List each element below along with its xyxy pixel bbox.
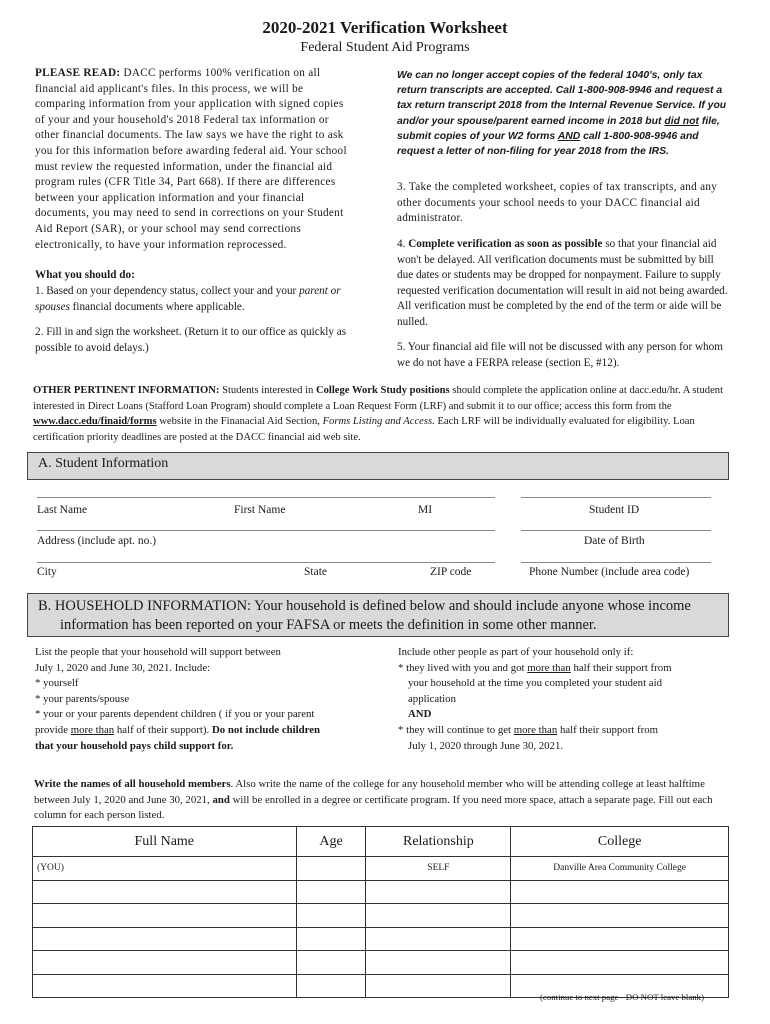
address-label: Address (include apt. no.): [37, 535, 157, 547]
step-4: [397, 237, 731, 331]
state-label: State: [304, 566, 327, 578]
what-you-should-do-heading: What you should do:: [35, 269, 135, 281]
household-other-people-list: [398, 645, 732, 754]
section-b-header: [27, 593, 729, 637]
please-read-paragraph: [35, 66, 355, 253]
other-line-2-a: * they lived with you and got: [398, 661, 525, 674]
step-4-bold: Complete verification as soon as possible: [408, 238, 603, 250]
include-line-7: that your household pays child support for.: [35, 739, 234, 752]
include-line-6-underline: more than: [70, 723, 115, 736]
phone-label: Phone Number (include area code): [529, 566, 690, 578]
student-id-line[interactable]: [521, 497, 711, 498]
section-b-title-line-1: B. HOUSEHOLD INFORMATION: Your household is defined below and should include anyone whose income: [38, 598, 691, 614]
include-line-1: List the people that your household will support between: [35, 646, 281, 658]
age-cell[interactable]: [296, 927, 366, 951]
step-2: 2. Fill in and sign the worksheet. (Return it to our office as quickly as possible to avoid delays.): [35, 326, 347, 354]
relationship-cell[interactable]: SELF: [366, 857, 511, 881]
include-line-6-bold: Do not include children: [211, 723, 321, 736]
zip-label: ZIP code: [430, 566, 472, 578]
other-info-label: OTHER PERTINENT INFORMATION:: [33, 385, 220, 396]
page-subtitle: Federal Student Aid Programs: [300, 40, 470, 55]
other-line-6-a: * they will continue to get: [398, 723, 512, 736]
include-line-5: * your or your parents dependent children ( if you or your parent: [35, 708, 315, 721]
include-line-6: [35, 723, 385, 739]
college-cell[interactable]: [511, 904, 729, 928]
other-info-text-1: Students interested in: [222, 385, 314, 396]
page-title: 2020-2021 Verification Worksheet: [262, 18, 508, 37]
city-label: City: [37, 566, 57, 578]
write-names-bold: Write the names of all household members: [34, 778, 231, 790]
dob-label: Date of Birth: [584, 535, 645, 547]
other-info-text-2: should complete the application online at dacc.edu/hr. A student interested in Direct Loans (Stafford Loan Program) should complete a Loan Request Form (LRF) and submit it to our office; access this form from the: [33, 385, 724, 412]
table-row: [33, 927, 729, 951]
include-line-4: * your parents/spouse: [35, 692, 130, 705]
relationship-cell[interactable]: [366, 880, 511, 904]
relationship-cell[interactable]: [366, 927, 511, 951]
full-name-cell[interactable]: [33, 974, 297, 998]
step-5: 5. Your financial aid file will not be discussed with any person for whom we do not have a FERPA release (section E, #12).: [397, 341, 723, 369]
step-1: [35, 284, 355, 315]
include-line-3: * yourself: [35, 677, 79, 690]
phone-line[interactable]: [521, 562, 711, 563]
full-name-cell[interactable]: [33, 951, 297, 975]
write-names-and: and: [212, 793, 230, 806]
last-name-label: Last Name: [37, 504, 88, 516]
household-include-list: [35, 645, 385, 754]
college-cell[interactable]: [511, 927, 729, 951]
step-1-prefix: 1. Based on your dependency status, collect your and your: [35, 285, 297, 297]
other-line-6-b: half their support from: [559, 723, 658, 736]
table-row: [33, 880, 729, 904]
table-header-row: [33, 827, 729, 857]
age-cell[interactable]: [296, 951, 366, 975]
write-names-text-1: . Also write the name of the college for any household member who will be attending college at least halftime between July 1, 2020 and June 30, 2021,: [34, 778, 705, 806]
college-cell[interactable]: [511, 880, 729, 904]
irs-notice-did-not: did not: [664, 115, 699, 127]
age-cell[interactable]: [296, 974, 366, 998]
table-row: [33, 951, 729, 975]
full-name-cell[interactable]: [33, 880, 297, 904]
irs-notice-part-c: call 1-800-908-9946 and request a letter of non-filing for year 2018 from the IRS.: [397, 130, 699, 158]
section-b-title-line-2: information has been reported on your FAFSA or meets the definition in some other manner.: [60, 617, 597, 633]
college-cell[interactable]: Danville Area Community College: [511, 857, 729, 881]
age-cell[interactable]: [296, 857, 366, 881]
relationship-cell[interactable]: [366, 904, 511, 928]
irs-notice-part-b: file, submit copies of your W2 forms: [397, 115, 720, 142]
irs-notice: [397, 68, 731, 159]
address-line[interactable]: [37, 530, 495, 531]
include-line-2: July 1, 2020 and June 30, 2021. Include:: [35, 661, 211, 674]
college-header: College: [511, 827, 729, 857]
other-info-text-3: website in the Finanacial Aid Section,: [159, 416, 320, 428]
step-1-italic: parent or spouses: [35, 285, 341, 313]
first-name-label: First Name: [234, 504, 286, 516]
full-name-cell[interactable]: [33, 927, 297, 951]
continue-note: (continue to next page - DO NOT leave blank): [540, 992, 704, 1002]
table-row: [33, 904, 729, 928]
age-cell[interactable]: [296, 904, 366, 928]
irs-notice-part-a: We can no longer accept copies of the federal 1040's, only tax return transcripts are accepted. Call 1-800-908-9946 and request a tax return transcript 2018 from the Internal Revenue Service. If you and/or your spouse/parent earned income in 2018 but: [397, 70, 727, 127]
household-instructions: [34, 777, 734, 824]
step-3: 3. Take the completed worksheet, copies of tax transcripts, and any other documents your school needs to your DACC financial aid administrator.: [397, 181, 718, 225]
section-a-header: A. Student Information: [27, 452, 729, 480]
other-line-and: AND: [408, 708, 432, 721]
age-cell[interactable]: [296, 880, 366, 904]
full-name-cell[interactable]: (YOU): [33, 857, 297, 881]
household-members-table: [32, 826, 729, 998]
city-state-zip-line[interactable]: [37, 562, 495, 563]
table-row: [33, 857, 729, 881]
other-line-1: Include other people as part of your household only if:: [398, 646, 634, 658]
forms-link[interactable]: www.dacc.edu/finaid/forms: [33, 416, 157, 428]
step-1-suffix: financial documents where applicable.: [72, 300, 245, 313]
student-id-label: Student ID: [589, 504, 640, 516]
relationship-cell[interactable]: [366, 951, 511, 975]
write-names-text-2: will be enrolled in a degree or certificate program. If you need more space, attach a separate page. Fill out each column for each person listed.: [34, 793, 713, 822]
other-line-6: [398, 723, 732, 739]
other-line-2: [398, 661, 732, 677]
other-info-text-4: . Each LRF will be individually evaluated for eligibility. Loan certification priority deadlines are posted at the DACC financial aid web site.: [33, 416, 695, 443]
college-work-study-text: College Work Study positions: [315, 385, 450, 396]
other-line-7: July 1, 2020 through June 30, 2021.: [408, 739, 564, 752]
step-4-prefix: 4.: [397, 238, 406, 250]
full-name-cell[interactable]: [33, 904, 297, 928]
other-pertinent-information: [33, 383, 733, 445]
full-name-header: Full Name: [33, 827, 297, 857]
include-line-6-a: provide: [35, 723, 68, 736]
other-line-6-underline: more than: [513, 723, 558, 736]
please-read-text: DACC performs 100% verification on all financial aid applicant's files. In this process, we will be comparing information from your application with signed copies of your and your household's 2018 Federal tax information or other financial documents. The law says we have the right to ask you for this information before awarding federal aid. Your school must review the requested information, under the financial aid program rules (CFR Title 34, Part 668). If there are differences between your application information and your financial documents, you may need to send in corrections on your Student Aid Report (SAR), or your school may send corrections electronically, to have your information reprocessed.: [35, 67, 347, 251]
irs-notice-and: AND: [557, 130, 581, 142]
dob-line[interactable]: [521, 530, 711, 531]
mi-label: MI: [418, 504, 433, 516]
relationship-cell[interactable]: [366, 974, 511, 998]
other-line-3: your household at the time you completed your student aid: [408, 677, 662, 690]
other-line-4: application: [408, 692, 456, 705]
please-read-label: PLEASE READ:: [35, 67, 121, 79]
include-line-6-b: half of their support).: [116, 723, 210, 736]
other-line-2-underline: more than: [527, 661, 571, 674]
other-line-2-b: half their support from: [573, 661, 672, 674]
forms-listing-italic: Forms Listing and Access: [322, 416, 433, 428]
relationship-header: Relationship: [366, 827, 511, 857]
college-cell[interactable]: [511, 951, 729, 975]
last-first-mi-line[interactable]: [37, 497, 495, 498]
step-4-text: so that your financial aid won't be delayed. All verification documents must be submitted by bill due dates or students may be dropped for nonpayment. Failure to supply requested verification documentation will result in aid not being awarded. All verification must be completed by the end of the term or aide will be nulled.: [397, 238, 728, 328]
age-header: Age: [296, 827, 366, 857]
